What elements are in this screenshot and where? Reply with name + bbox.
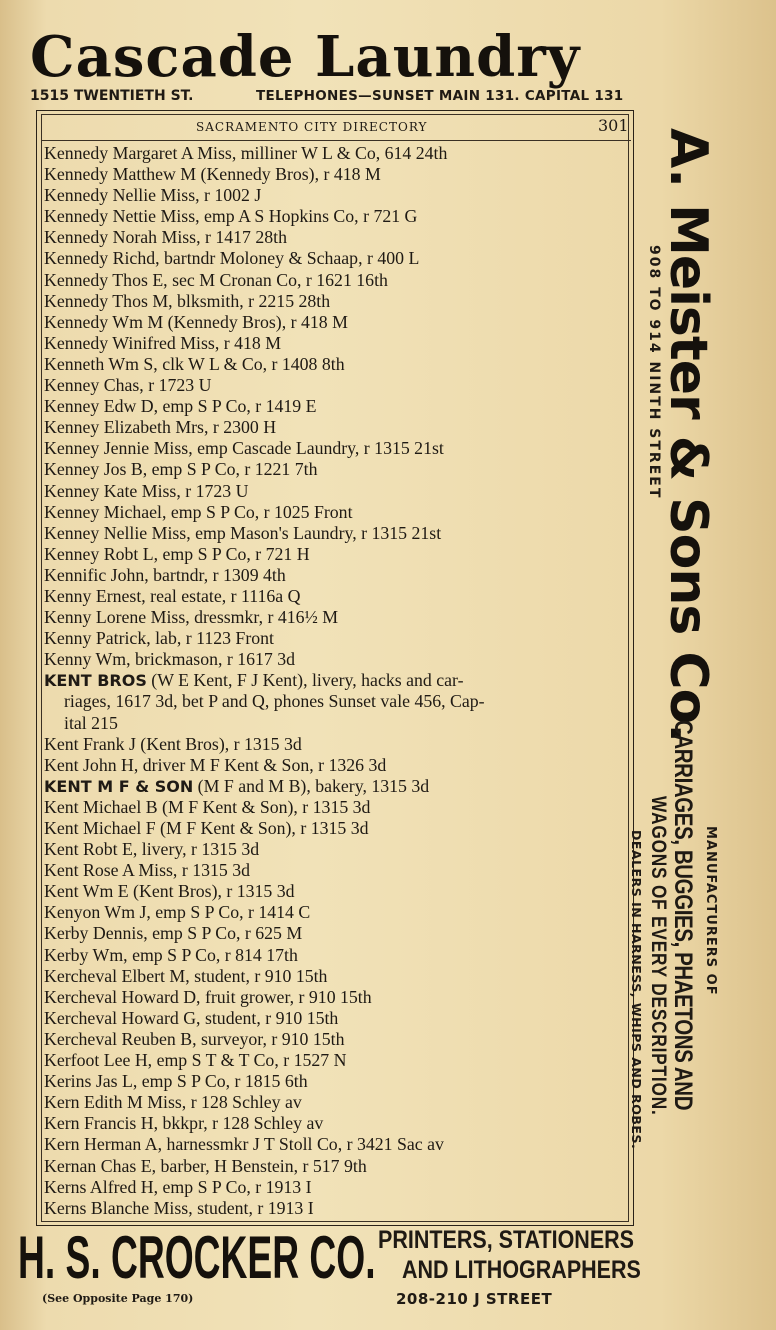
firm-name-kent-bros: KENT BROS <box>44 671 147 691</box>
entry: Kennedy Thos E, sec M Cronan Co, r 1621 16th <box>44 269 388 290</box>
entry: Kenney Michael, emp S P Co, r 1025 Front <box>44 501 353 522</box>
entry: Kennedy Wm M (Kennedy Bros), r 418 M <box>44 311 348 332</box>
entry-kent-son <box>44 776 628 797</box>
entry: Kenney Jennie Miss, emp Cascade Laundry, r 1315 21st <box>44 438 444 459</box>
entry: Kerby Dennis, emp S P Co, r 625 M <box>44 923 303 944</box>
entry: Kern Francis H, bkkpr, r 128 Schley av <box>44 1113 324 1134</box>
entry: Kennedy Norah Miss, r 1417 28th <box>44 227 287 248</box>
entry: Kenney Jos B, emp S P Co, r 1221 7th <box>44 459 318 480</box>
entry: Kenney Robt L, emp S P Co, r 721 H <box>44 543 310 564</box>
running-head-title: SACRAMENTO CITY DIRECTORY <box>196 120 428 134</box>
entry: Kent John H, driver M F Kent & Son, r 1326 3d <box>44 754 387 775</box>
entry: Kenney Nellie Miss, emp Mason's Laundry, r 1315 21st <box>44 522 442 543</box>
entry: Kenny Wm, brickmason, r 1617 3d <box>44 649 296 670</box>
entry: Kercheval Reuben B, surveyor, r 910 15th <box>44 1028 345 1049</box>
entry-kent-bros-line3: ital 215 <box>64 712 118 733</box>
entry: Kercheval Elbert M, student, r 910 15th <box>44 965 328 986</box>
side-ad-company: A. Meister & Sons Co. <box>658 128 718 743</box>
entry: Kerns Alfred H, emp S P Co, r 1913 I <box>44 1176 312 1197</box>
footer-ad-line2: AND LITHOGRAPHERS <box>402 1256 641 1284</box>
side-ad-manufacturers: MANUFACTURERS OF <box>703 826 718 996</box>
header-ad-address: 1515 TWENTIETH ST. <box>30 88 194 104</box>
page-number: 301 <box>598 116 629 135</box>
entry: Kenneth Wm S, clk W L & Co, r 1408 8th <box>44 353 345 374</box>
entry: Kerns Blanche Miss, student, r 1913 I <box>44 1197 314 1218</box>
entry: Kernan Chas E, barber, H Benstein, r 517 9th <box>44 1155 367 1176</box>
entry: Kent Frank J (Kent Bros), r 1315 3d <box>44 733 302 754</box>
entry: Kenney Kate Miss, r 1723 U <box>44 480 249 501</box>
header-ad-phones: TELEPHONES—SUNSET MAIN 131. CAPITAL 131 <box>256 88 624 104</box>
header-ad-company: Cascade Laundry <box>30 24 581 90</box>
entry: Kerby Wm, emp S P Co, r 814 17th <box>44 944 298 965</box>
entry: Kennedy Winifred Miss, r 418 M <box>44 332 281 353</box>
entry-kent-bros-line2: riages, 1617 3d, bet P and Q, phones Sunset vale 456, Cap- <box>64 691 485 712</box>
entry: Kercheval Howard D, fruit grower, r 910 15th <box>44 986 372 1007</box>
entry: Kercheval Howard G, student, r 910 15th <box>44 1007 339 1028</box>
footer-ad-see-note: (See Opposite Page 170) <box>42 1292 194 1305</box>
entry: Kenyon Wm J, emp S P Co, r 1414 C <box>44 902 311 923</box>
entry: Kent Michael B (M F Kent & Son), r 1315 3d <box>44 796 371 817</box>
side-ad-products: CARRIAGES, BUGGIES, PHAETONS AND <box>669 720 697 1111</box>
entry: Kennedy Thos M, blksmith, r 2215 28th <box>44 290 331 311</box>
entry: Kennedy Nettie Miss, emp A S Hopkins Co, r 721 G <box>44 206 418 227</box>
entry: Kent Michael F (M F Kent & Son), r 1315 3d <box>44 818 369 838</box>
entry-kent-son-rest: (M F and M B), bakery, 1315 3d <box>193 775 430 796</box>
entry: Kennedy Margaret A Miss, milliner W L & Co, 614 24th <box>44 143 448 163</box>
footer-ad-company: H. S. CROCKER CO. <box>18 1224 376 1291</box>
entry: Kennedy Richd, bartndr Moloney & Schaap, r 400 L <box>44 248 420 269</box>
entry: Kern Edith M Miss, r 128 Schley av <box>44 1092 302 1113</box>
entry: Kent Rose A Miss, r 1315 3d <box>44 860 250 881</box>
entry: Kenney Edw D, emp S P Co, r 1419 E <box>44 396 317 417</box>
entry: Kennedy Nellie Miss, r 1002 J <box>44 185 262 206</box>
directory-listing <box>44 143 628 1219</box>
footer-ad-line1: PRINTERS, STATIONERS <box>378 1226 635 1254</box>
entry: Kerins Jas L, emp S P Co, r 1815 6th <box>44 1071 308 1092</box>
entry: Kent Robt E, livery, r 1315 3d <box>44 839 260 860</box>
entry: Kenney Elizabeth Mrs, r 2300 H <box>44 417 277 438</box>
entry: Kerfoot Lee H, emp S T & T Co, r 1527 N <box>44 1050 347 1071</box>
entry: Kenny Lorene Miss, dressmkr, r 416½ M <box>44 607 339 628</box>
side-ad-dealers: DEALERS IN HARNESS, WHIPS AND ROBES. <box>629 830 644 1150</box>
entry: Kennedy Matthew M (Kennedy Bros), r 418 M <box>44 164 381 185</box>
firm-name-kent-son: KENT M F & SON <box>44 776 194 796</box>
footer-ad-address: 208-210 J STREET <box>396 1290 553 1308</box>
header-rule <box>41 140 631 141</box>
entry: Kern Herman A, harnessmkr J T Stoll Co, r 3421 Sac av <box>44 1134 444 1155</box>
entry: Kent Wm E (Kent Bros), r 1315 3d <box>44 881 295 902</box>
side-ad-address: 908 TO 914 NINTH STREET <box>646 245 662 500</box>
entry: Kenny Patrick, lab, r 1123 Front <box>44 628 274 649</box>
entry: Kennific John, bartndr, r 1309 4th <box>44 564 286 585</box>
entry: Kenny Ernest, real estate, r 1116a Q <box>44 585 301 606</box>
side-ad-wagons: WAGONS OF EVERY DESCRIPTION. <box>647 796 670 1116</box>
entry: Kenney Chas, r 1723 U <box>44 375 212 396</box>
entry-kent-bros <box>44 670 628 733</box>
entry-kent-bros-line1: (W E Kent, F J Kent), livery, hacks and car- <box>146 670 464 691</box>
